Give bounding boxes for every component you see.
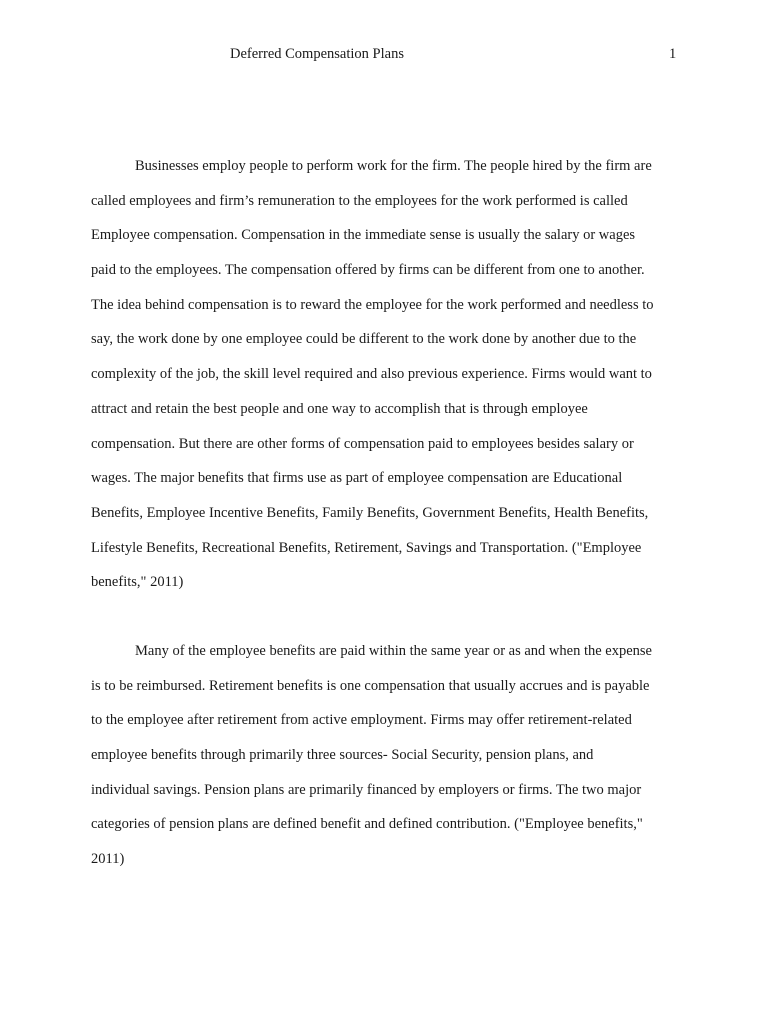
text-line: Lifestyle Benefits, Recreational Benefits, Retirement, Savings and Transportation. ("Employee [91, 539, 642, 556]
text-line: benefits," 2011) [91, 574, 184, 591]
text-line: Many of the employee benefits are paid within the same year or as and when the expense [135, 643, 652, 659]
text-line: The idea behind compensation is to reward the employee for the work performed and needless to [91, 296, 654, 313]
paragraph-1 [91, 149, 681, 600]
text-line: say, the work done by one employee could be different to the work done by another due to the [91, 331, 637, 348]
text-line: Benefits, Employee Incentive Benefits, Family Benefits, Government Benefits, Health Benefits, [91, 504, 649, 521]
text-line: individual savings. Pension plans are primarily financed by employers or firms. The two major [91, 781, 642, 798]
text-line: categories of pension plans are defined benefit and defined contribution. ("Employee benefits," [91, 816, 643, 833]
text-line: called employees and firm’s remuneration to the employees for the work performed is called [91, 192, 628, 209]
text-line: Businesses employ people to perform work for the firm. The people hired by the firm are [135, 158, 652, 174]
text-line: Employee compensation. Compensation in the immediate sense is usually the salary or wages [91, 227, 636, 244]
text-line: attract and retain the best people and one way to accomplish that is through employee [91, 400, 588, 417]
text-line: paid to the employees. The compensation offered by firms can be different from one to another. [91, 262, 645, 279]
text-line: employee benefits through primarily three sources- Social Security, pension plans, and [91, 747, 594, 764]
page-number: 1 [669, 46, 677, 62]
text-line: wages. The major benefits that firms use as part of employee compensation are Educational [91, 470, 623, 487]
text-line: to the employee after retirement from active employment. Firms may offer retirement-related [91, 712, 632, 729]
text-line: complexity of the job, the skill level required and also previous experience. Firms would want to [91, 366, 652, 383]
text-line: is to be reimbursed. Retirement benefits is one compensation that usually accrues and is payable [91, 677, 650, 694]
running-head: Deferred Compensation Plans [230, 46, 404, 62]
paragraph-2 [91, 634, 681, 877]
text-line: 2011) [91, 851, 125, 868]
text-line: compensation. But there are other forms of compensation paid to employees besides salary or [91, 435, 634, 452]
